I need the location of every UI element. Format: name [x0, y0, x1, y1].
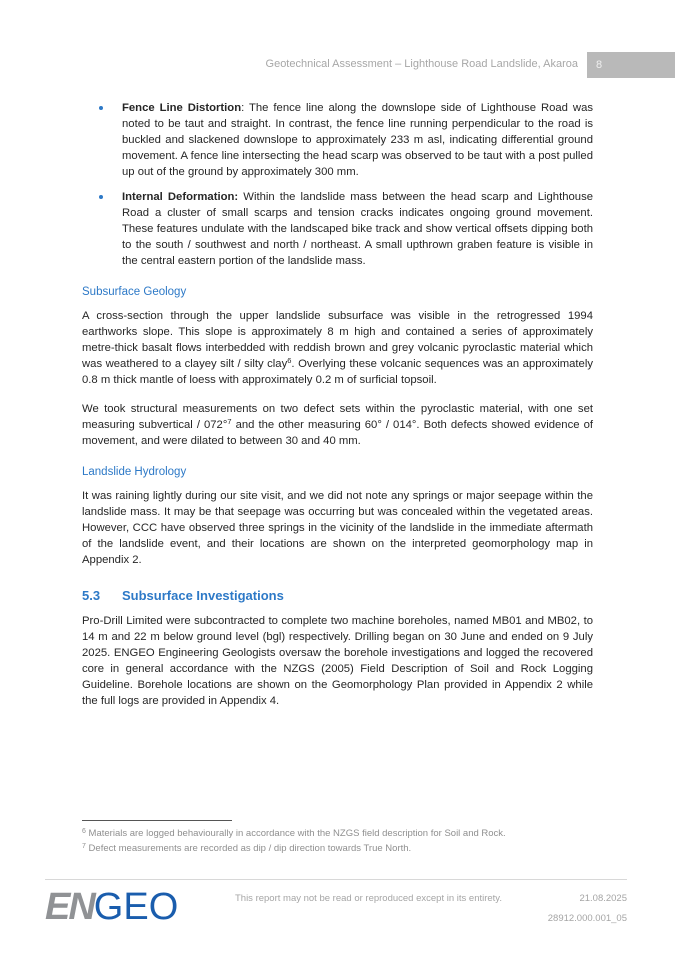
heading-landslide-hydrology: Landslide Hydrology [82, 466, 187, 478]
bullet-label: Fence Line Distortion [122, 102, 242, 114]
logo-text-geo: GEO [93, 886, 179, 928]
footnote-7 [82, 842, 593, 857]
section-title: Subsurface Investigations [122, 588, 284, 603]
paragraph-subsurface-geology-1 [82, 308, 593, 388]
document-content [82, 100, 593, 722]
paragraph-landslide-hydrology: It was raining lightly during our site visit, and we did not note any springs or major seepage within the landslide mass. It may be that seepage was occurring but was concealed within the vegetated areas. However, CCC have observed three springs in the vicinity of the landslide in the immediate aftermath of the landslide event, and their locations are shown on the interpreted geomorphology map in Appendix 2. [82, 490, 593, 566]
logo-text-en: EN [45, 886, 94, 928]
footnote-text: Defect measurements are recorded as dip / dip direction towards True North. [85, 842, 412, 854]
bullet-fence-line-distortion [82, 100, 593, 180]
paragraph-text: A cross-section through the upper landslide subsurface was visible in the retrogressed 1994 earthworks slope. This slope is approximately 8 m high and contained a series of approximately metre-thick basalt flows interbedded with reddish brown and grey volcanic pyroclastic material which was weathered to a clayey silt / silty clay [82, 310, 593, 370]
footer-document-number: 28912.000.001_05 [547, 913, 627, 924]
paragraph-subsurface-investigations: Pro-Drill Limited were subcontracted to complete two machine boreholes, named MB01 and MB02, to 14 m and 22 m below ground level (bgl) respectively. Drilling began on 30 June and ended on 9 July 2025. ENGEO Engineering Geologists oversaw the borehole investigations and logged the recovered core in general accordance with the NZGS (2005) Field Description of Soil and Rock Logging Guideline. Borehole locations are shown on the Geomorphology Plan provided in Appendix 2 while the full logs are provided in Appendix 4. [82, 615, 593, 707]
engeo-logo [45, 886, 220, 929]
bullet-text [122, 100, 593, 180]
page-number-badge: 8 [587, 52, 675, 78]
footnote-marker: 6 [82, 828, 86, 835]
footer-disclaimer: This report may not be read or reproduced except in its entirety. [234, 893, 502, 904]
bullet-marker-cell [82, 189, 122, 269]
heading-section-5-3 [82, 588, 593, 604]
bullet-dot-icon [99, 106, 103, 110]
paragraph-text: and the other measuring 60° / 014°. Both defects showed evidence of movement, and were dilated to between 30 and 40 mm. [82, 419, 593, 447]
bullet-marker-cell [82, 100, 122, 180]
footnote-6 [82, 827, 593, 842]
footnote-text: Materials are logged behaviourally in accordance with the NZGS field description for Soil and Rock. [85, 828, 506, 839]
paragraph-subsurface-geology-2 [82, 401, 593, 449]
page-header [0, 52, 675, 78]
footnotes-block [82, 820, 593, 856]
section-number: 5.3 [82, 588, 101, 603]
bullet-internal-deformation [82, 189, 593, 269]
footer-meta [517, 880, 627, 924]
page-footer [45, 879, 627, 929]
bullet-label-separator: : [241, 102, 249, 114]
paragraph-text: . Overlying these volcanic sequences was an approximately 0.8 m thick mantle of loess with approximately 0.2 m of surficial topsoil. [82, 358, 593, 386]
paragraph-text: We took structural measurements on two defect sets within the pyroclastic material, with one set measuring subvertical / 072° [82, 403, 593, 431]
bullet-body: Within the landslide mass between the head scarp and Lighthouse Road a cluster of small scarps and tension cracks indicates ongoing ground movement. These features undulate with the landscaped bike track and show vertical offsets dipping both to the south / southwest and north / northeast. A small upthrown graben feature is visible in the central eastern portion of the landslide mass. [122, 191, 594, 267]
footer-date: 21.08.2025 [579, 893, 627, 904]
bullet-dot-icon [99, 195, 103, 199]
bullet-body: The fence line along the downslope side of Lighthouse Road was noted to be taut and straight. In contrast, the fence line running perpendicular to the road is buckled and slackened downslope to approximately 233 m asl, indicating differential ground movement. A fence line intersecting the head scarp was observed to be taut with a post pulled up out of the ground by approximately 300 mm. [122, 102, 594, 178]
bullet-label: Internal Deformation: [122, 191, 239, 203]
footnote-ref-6: 6 [287, 356, 292, 365]
bullet-text [122, 189, 593, 269]
header-title: Geotechnical Assessment – Lighthouse Road Landslide, Akaroa [265, 58, 578, 70]
footnote-separator-rule [82, 820, 232, 821]
footnote-marker: 7 [82, 842, 86, 850]
heading-subsurface-geology: Subsurface Geology [82, 286, 187, 298]
footnote-ref-7: 7 [227, 417, 232, 426]
